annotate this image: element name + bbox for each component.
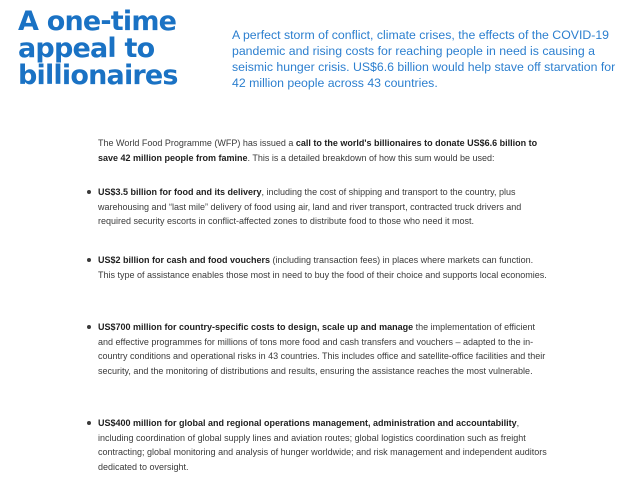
list-item-body: , including the cost of shipping and transport to the country, plus warehousing and “last mile” delivery of food using air, land and river transport, contracted truck drivers and required security escorts in conflict-affected zones to distribute food to those who need it most. <box>98 187 522 226</box>
list-item-heading: US$2 billion for cash and food vouchers <box>98 255 271 265</box>
intro-text-start: The World Food Programme (WFP) has issued a <box>98 138 296 148</box>
list-item-heading: US$700 million for country-specific costs to design, scale up and manage <box>98 322 414 332</box>
bullet-dot-icon <box>87 258 91 262</box>
intro-paragraph <box>98 136 550 165</box>
lede-paragraph: A perfect storm of conflict, climate crises, the effects of the COVID-19 pandemic and rising costs for reaching people in need is causing a seismic hunger crisis. US$6.6 billion would help stave off starvation for 42 million people across 43 countries. <box>232 28 616 90</box>
list-item-text <box>98 253 550 282</box>
list-item <box>98 416 550 474</box>
list-item-text <box>98 416 550 474</box>
intro-emphasis: call to the world's billionaires to donate US$6.6 billion to save 42 million people from famine <box>98 138 538 163</box>
list-item <box>98 320 550 378</box>
list-item-text <box>98 320 550 378</box>
list-item-heading: US$3.5 billion for food and its delivery <box>98 187 262 197</box>
list-item-body: , including coordination of global supply lines and aviation routes; global logistics coordination such as freight contracting; global monitoring and analysis of hunger worldwide; and risk management and independent auditors dedicated to oversight. <box>98 418 547 472</box>
list-item-body: the implementation of efficient and effective programmes for millions of tons more food and cash transfers and vouchers – adapted to the in-country conditions and operational risks in 43 countries. This includes office and satellite-office facilities and their security, and the monitoring of distributions and results, ensuring the assistance reaches the most vulnerable. <box>98 322 546 376</box>
page-title: A one-time appeal to billionaires <box>18 6 178 91</box>
bullet-dot-icon <box>87 190 91 194</box>
list-item <box>98 185 550 229</box>
bullet-dot-icon <box>87 421 91 425</box>
list-item <box>98 253 550 282</box>
intro-text-end: . This is a detailed breakdown of how this sum would be used: <box>247 152 495 163</box>
bullet-dot-icon <box>87 325 91 329</box>
article-body <box>98 136 550 472</box>
list-item-text <box>98 185 550 229</box>
list-item-heading: US$400 million for global and regional operations management, administration and accountability <box>98 418 517 428</box>
list-item-body: (including transaction fees) in places where markets can function. This type of assistance enables those most in need to buy the food of their choice and supports local economies. <box>98 255 547 280</box>
